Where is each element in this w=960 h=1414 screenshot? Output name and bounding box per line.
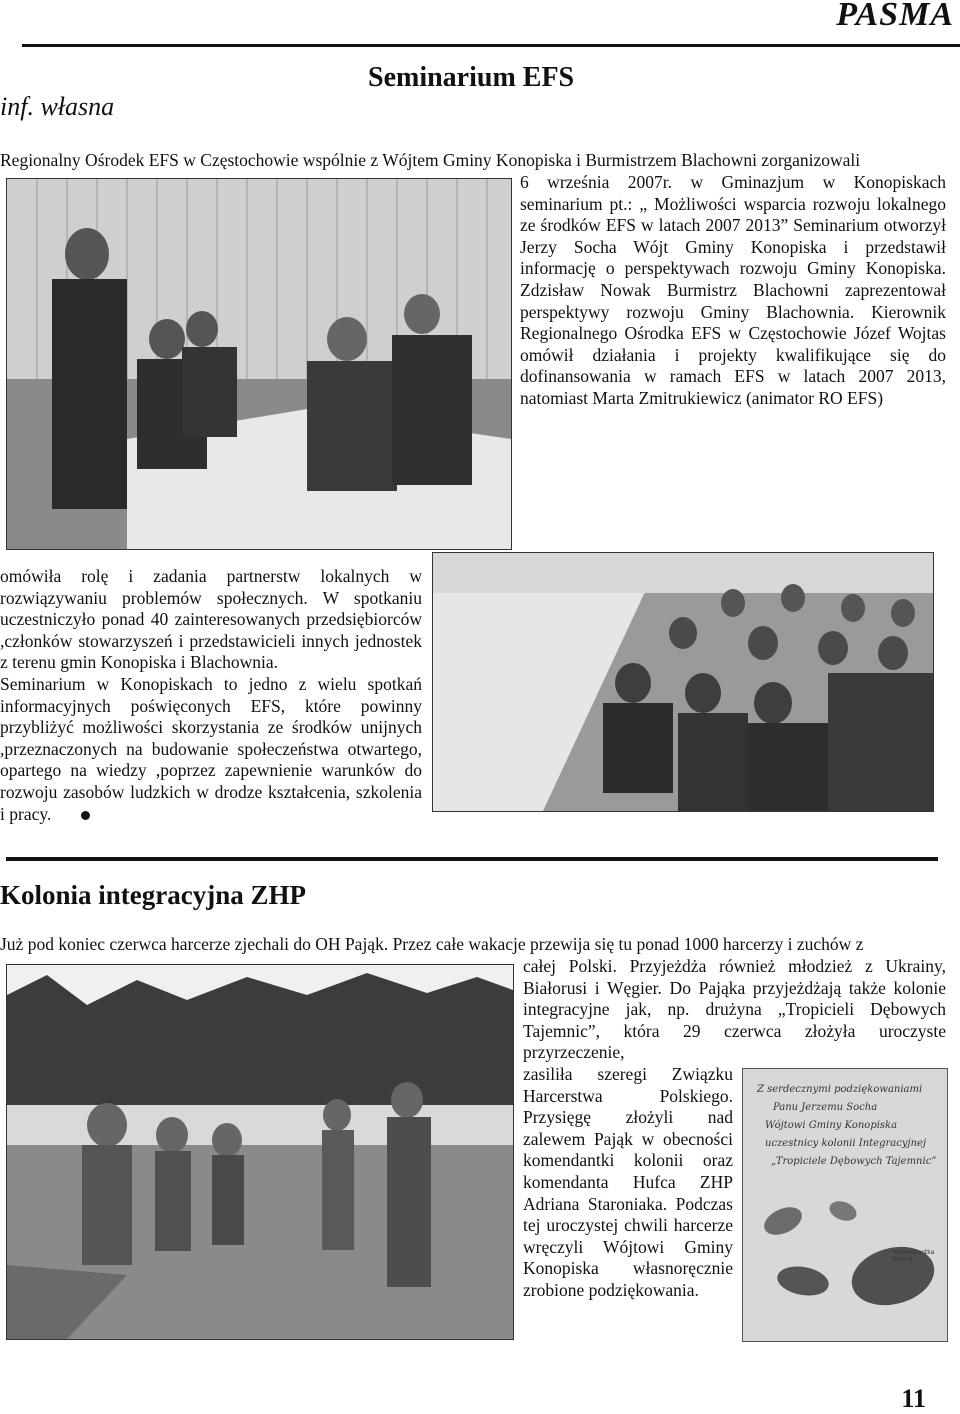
photo-seminar-audience [432, 552, 934, 812]
seminar-text-left-2-body: Seminarium w Konopiskach to jedno z wielu spotkań informacyjnych poświęconych EFS, które powinny przybliżyć możliwości skorzystania ze środków unijnych ,przeznaczonych na budowanie społeczeństwa otwartego, opartego na wiedzy ,poprzez zapewnienie warunków do rozwoju zasobów ludzkich w drodze kształcenia, szkolenia i pracy. [0, 673, 422, 824]
note-leaf-drawings [743, 1171, 947, 1321]
photo-scouts-lake [6, 964, 514, 1340]
page-number: 11 [901, 1384, 926, 1413]
seminar-lead: Regionalny Ośrodek EFS w Częstochowie wspólnie z Wójtem Gminy Konopiska i Burmistrzem Blachowni zorganizowali [0, 150, 861, 170]
note-line-1: Z serdecznymi podziękowaniami [757, 1084, 923, 1095]
seminar-text-right: 6 września 2007r. w Gminazjum w Konopiskach seminarium pt.: „ Możliwości wsparcia rozwoju lokalnego ze środków EFS w latach 2007 2013” Seminarium otworzył Jerzy Socha Wójt Gminy Konopiska i przedstawił informację o perspektywach rozwoju Gminy Konopiska. Zdzisław Nowak Burmistrz Blachowni zaprezentował perspektywy rozwoju Gminy Blachownia. Kierownik Regionalnego Ośrodka EFS w Częstochowie Józef Wojtas omówił działania i projekty kwalifikujące się do dofinansowania w ramach EFS w latach 2007 2013, natomiast Marta Zmitrukiewicz (animator RO EFS) [520, 172, 946, 408]
header-rule [22, 44, 960, 47]
note-line-3: Wójtowi Gminy Konopiska [765, 1120, 898, 1131]
section-separator [6, 857, 938, 861]
note-line-4: uczestnicy kolonii Integracyjnej [765, 1138, 927, 1149]
end-of-article-dot-icon [81, 811, 90, 820]
seminar-text-left [0, 566, 422, 825]
article-title-seminar: Seminarium EFS [368, 62, 575, 93]
seminar-text-left-1: omówiła rolę i zadania partnerstw lokalnych w rozwiązywaniu problemów społecznych. W spotkaniu uczestniczyło ponad 40 zainteresowanych przedsiębiorców ,członków stowarzyszeń i przedstawicieli innych jednostek z terenu gmin Konopiska i Blachownia. [0, 566, 422, 673]
scouts-lead: Już pod koniec czerwca harcerze zjechali do OH Pająk. Przez całe wakacje przewija się tu ponad 1000 harcerzy i zuchów z [0, 934, 864, 954]
note-line-2: Panu Jerzemu Socha [773, 1102, 878, 1113]
seminar-text-left-2 [0, 674, 422, 825]
scouts-text-right-top: całej Polski. Przyjeżdża również młodzież z Ukrainy, Białorusi i Węgier. Do Pająka przyjeżdżają także kolonie integracyjne jak, np. drużyna „Tropicieli Dębowych Tajemnic”, która 29 czerwca złożyła uroczyste przyrzeczenie, [523, 956, 946, 1063]
note-signature: Komendantka kolonii [893, 1249, 935, 1263]
article-title-scouts: Kolonia integracyjna ZHP [0, 880, 306, 910]
article-source: inf. własna [0, 92, 115, 121]
note-line-5: „Tropiciele Dębowych Tajemnic” [771, 1156, 937, 1167]
scouts-text-narrow: zasiliła szeregi Związku Harcerstwa Polskiego. Przysięgę złożyli nad zalewem Pająk w obecności komendantki kolonii oraz komendanta Hufca ZHP Adriana Staroniaka. Podczas tej uroczystej chwili harcerze wręczyli Wójtowi Gminy Konopiska własnoręcznie zrobione podziękowania. [523, 1064, 733, 1300]
photo-thank-you-note [742, 1068, 948, 1342]
magazine-brand: PASMA [836, 0, 954, 33]
photo-seminar-speakers [6, 178, 512, 550]
